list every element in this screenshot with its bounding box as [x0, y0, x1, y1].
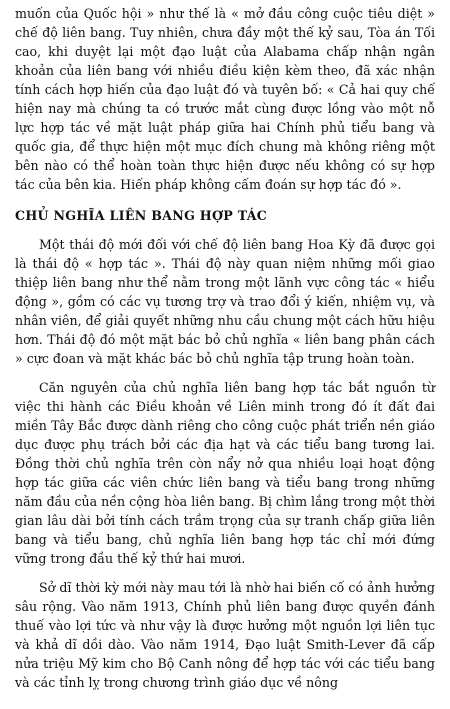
- paragraph-origins: Căn nguyên của chủ nghĩa liên bang hợp tác bắt nguồn từ việc thi hành các Điều khoản về Liên minh trong đó ít đất đai miền Tây Bắc được dành riêng cho công cuộc phát triển nền giáo dục được phụ trách bởi các địa hạt và các tiểu bang tương lai. Đồng thời chủ nghĩa trên còn nẩy nở qua nhiều loại hoạt động hợp tác giữa các viên chức liên bang và tiểu bang trong những năm đầu của nền cộng hòa liên bang. Bị chìm lắng trong một thời gian lâu dài bởi tính cách trầm trọng của sự tranh chấp giữa liên bang và tiểu bang, chủ nghĩa liên bang hợp tác chỉ mới đứng vững trong đầu thế kỷ thứ hai mươi.: [15, 380, 435, 566]
- paragraph-continuation: muốn của Quốc hội » như thế là « mở đầu công cuộc tiêu diệt » chế độ liên bang. Tuy nhiên, chưa đầy một thế kỷ sau, Tòa án Tối cao, khi duyệt lại một đạo luật của Alabama chấp nhận ngân khoản của liên bang với nhiều điều kiện kèm theo, đã xác nhận tính cách hợp hiến của đạo luật đó và tuyên bố: « Cả hai quy chế hiện nay mà chúng ta có trước mắt cùng được lồng vào một nỗ lực hợp tác về mặt luật pháp giữa hai Chính phủ tiểu bang và quốc gia, để thực hiện một mục đích chung mà không riêng một bên nào có thể hoàn toàn thực hiện được nếu không có sự hợp tác của bên kia. Hiến pháp không cấm đoán sự hợp tác đó ».: [15, 6, 435, 192]
- paragraph-cooperative-attitude: Một thái độ mới đối với chế độ liên bang Hoa Kỳ đã được gọi là thái độ « hợp tác ». Thái độ này quan niệm những mối giao thiệp liên bang như thể nằm trong một lãnh vực công tác « hiểu động », gồm có các vụ tương trợ và trao đổi ý kiến, nhiệm vụ, và nhân viên, để giải quyết những nhu cầu chung một cách hữu hiệu hơn. Thái độ đó một mặt bác bỏ chủ nghĩa « liên bang phân cách » cực đoan và mặt khác bác bỏ chủ nghĩa tập trung hoàn toàn.: [15, 237, 435, 366]
- paragraph-new-era: Sở dĩ thời kỳ mới này mau tới là nhờ hai biến cố có ảnh hưởng sâu rộng. Vào năm 1913, Chính phủ liên bang được quyền đánh thuế vào lợi tức và như vậy là được hưởng một nguồn lợi liên tục và khả dĩ dồi dào. Vào năm 1914, Đạo luật Smith-Lever đã cấp nửa triệu Mỹ kim cho Bộ Canh nông để hợp tác với các tiểu bang và các tỉnh lỵ trong chương trình giáo dục về nông: [15, 580, 435, 690]
- section-heading: CHỦ NGHĨA LIÊN BANG HỢP TÁC: [15, 208, 268, 223]
